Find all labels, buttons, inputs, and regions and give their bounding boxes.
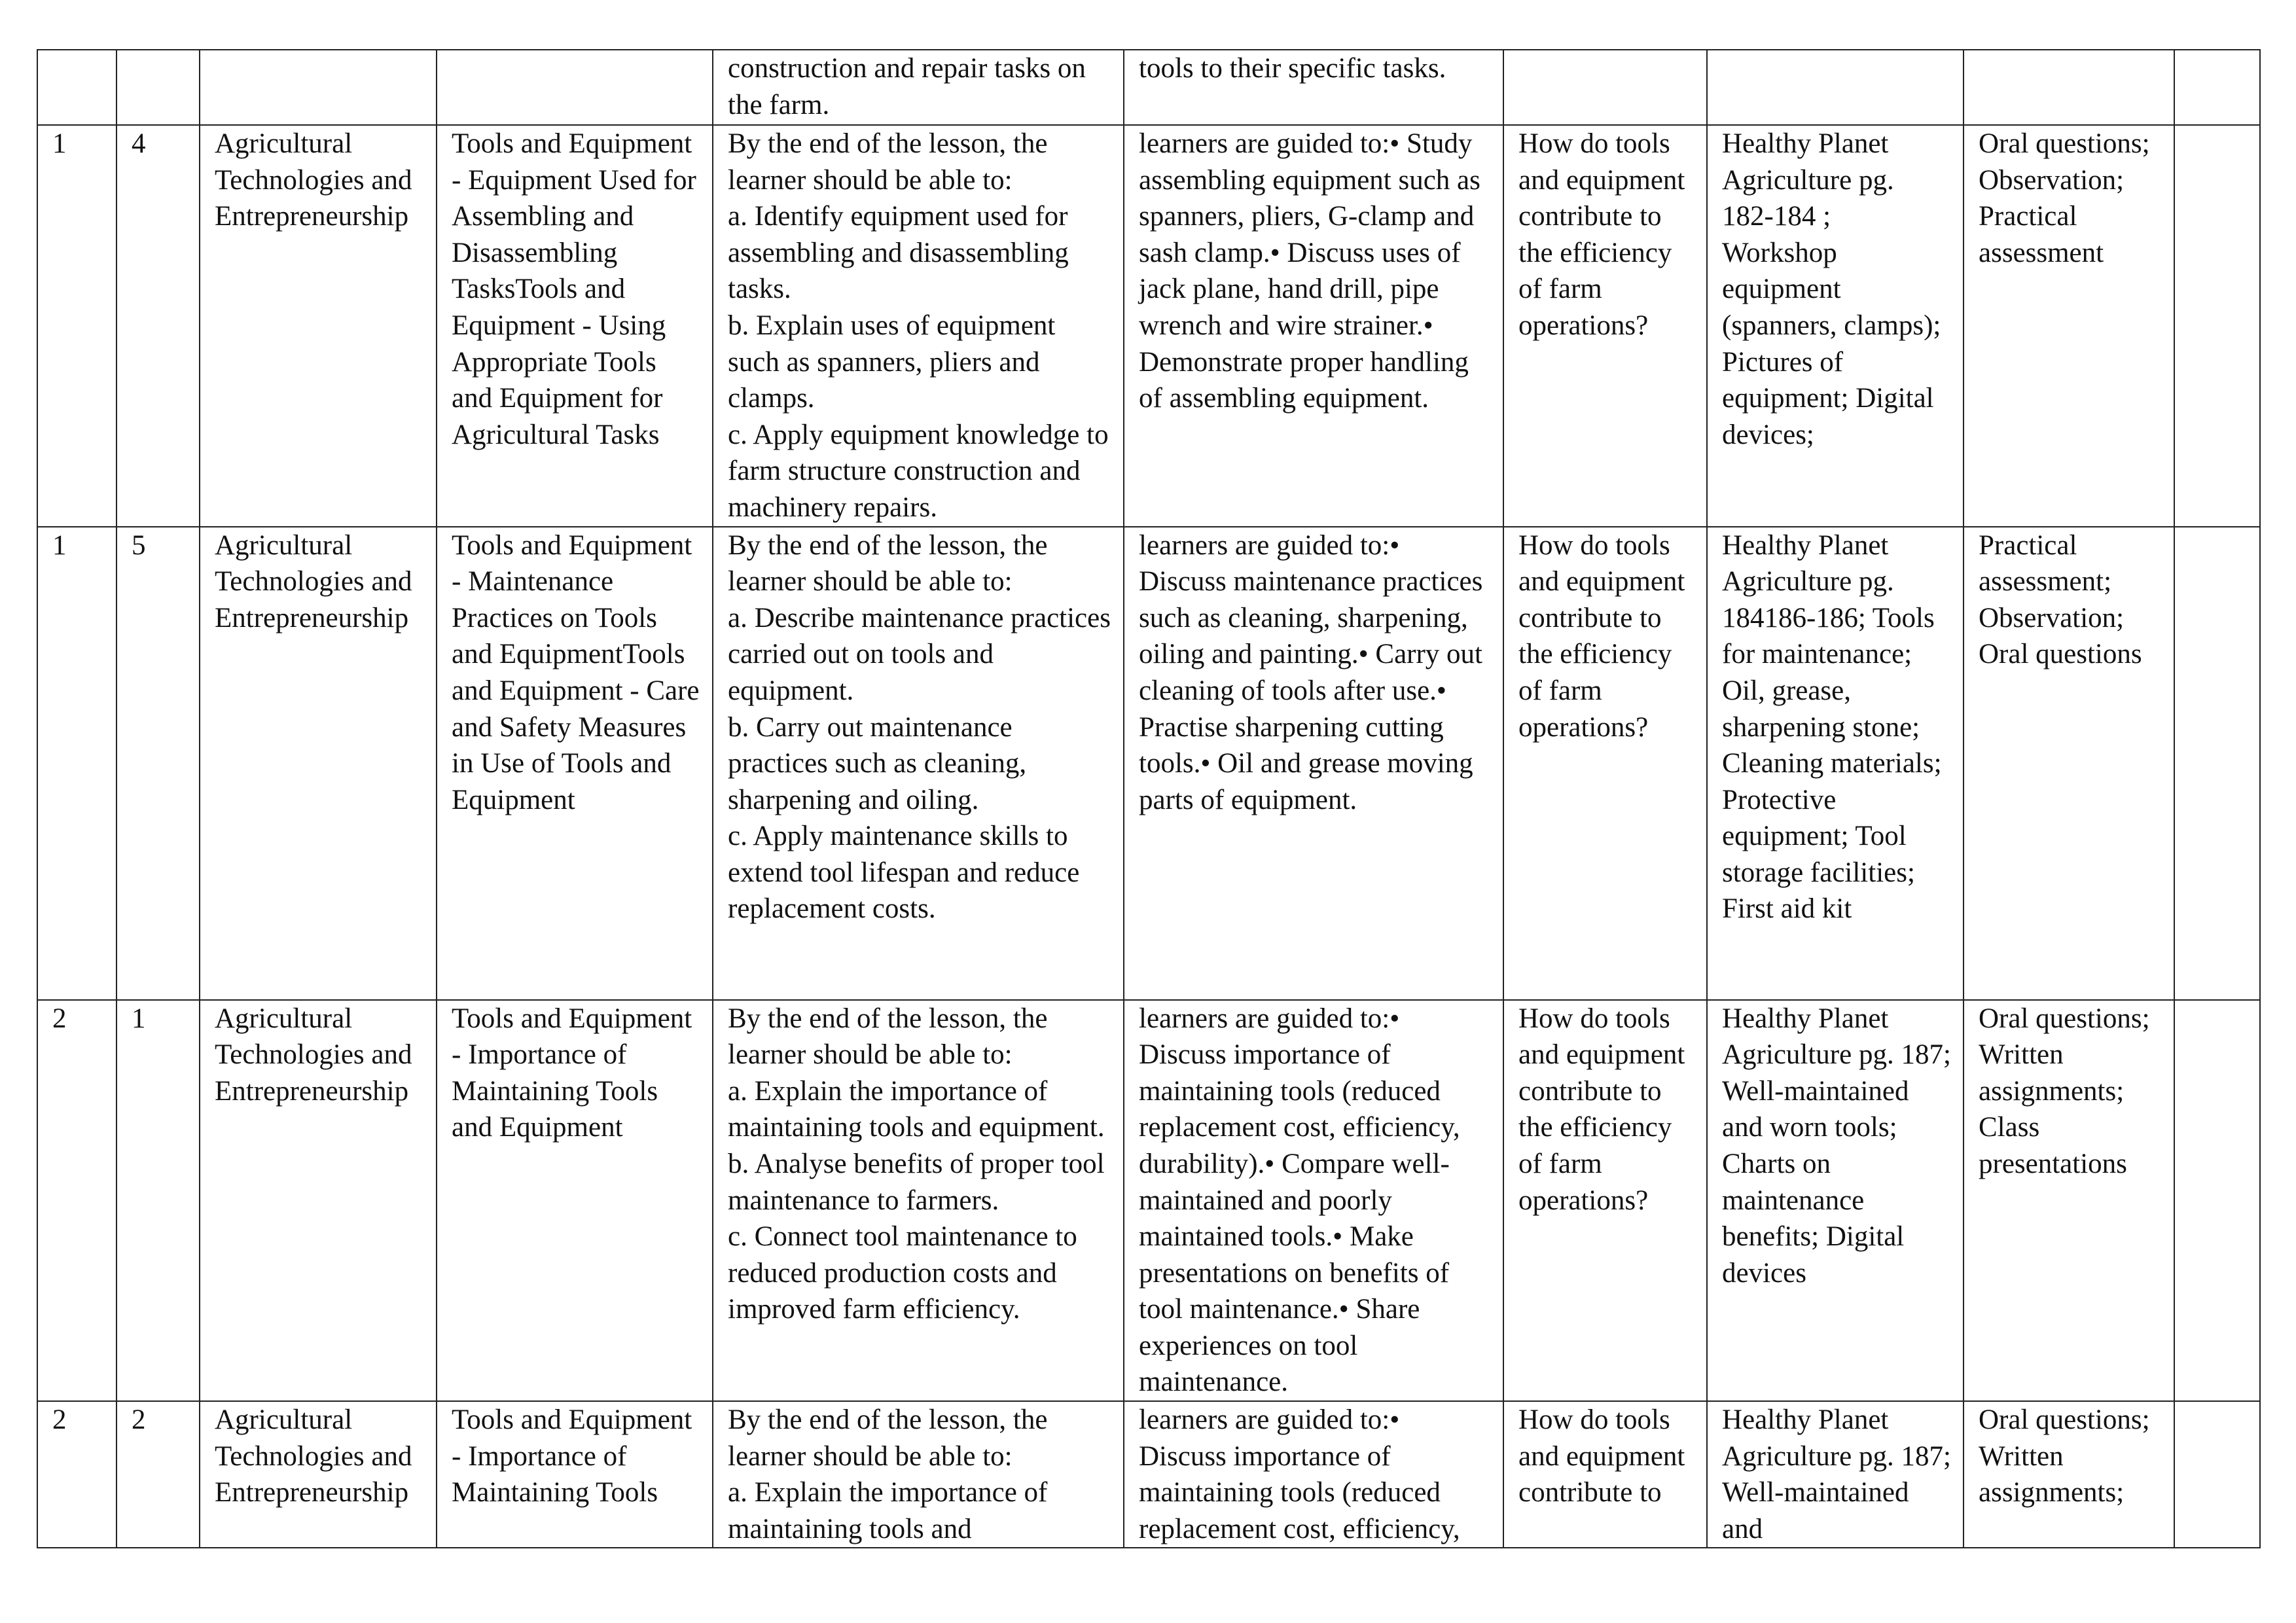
learning-experiences-cell	[1124, 125, 1503, 527]
cell-text-line: a. Explain the importance of maintaining tools and	[728, 1477, 1048, 1544]
cell-text-line: Healthy Planet Agriculture pg. 182-184 ; Workshop equipment (spanners, clamps); Pictures of equipment; Digital devices;	[1722, 128, 1941, 450]
cell-text: Agricultural Technologies and Entrepreneurship	[215, 1404, 412, 1508]
cell-text: 4	[132, 128, 146, 159]
week-cell	[37, 1401, 117, 1548]
cell-text: 2	[52, 1404, 67, 1436]
cell-text-line: b. Carry out maintenance practices such as cleaning, sharpening and oiling.	[728, 711, 1027, 815]
lesson-cell	[117, 50, 200, 125]
learning-experiences-cell	[1124, 1401, 1503, 1548]
cell-text: 1	[132, 1003, 146, 1034]
cell-text: How do tools and equipment contribute to	[1518, 1404, 1685, 1508]
sub-strand-cell	[437, 1401, 713, 1548]
cell-text: Agricultural Technologies and Entrepreneurship	[215, 529, 412, 633]
week-cell	[37, 50, 117, 125]
strand-cell	[200, 125, 437, 527]
table-row	[37, 1000, 2260, 1402]
cell-text-line: b. Analyse benefits of proper tool maintenance to farmers.	[728, 1148, 1105, 1216]
cell-text: How do tools and equipment contribute to the efficiency of farm operations?	[1518, 1003, 1685, 1216]
sub-strand-cell	[437, 1000, 713, 1402]
remarks-cell	[2174, 1401, 2260, 1548]
cell-text: Tools and Equipment - Maintenance Practices on Tools and EquipmentTools and Equipment - Care and Safety Measures in Use of Tools and Equipment	[452, 529, 700, 815]
cell-text: Agricultural Technologies and Entrepreneurship	[215, 128, 412, 232]
cell-text: 1	[52, 529, 67, 561]
key-inquiry-question-cell	[1503, 1000, 1707, 1402]
learning-resources-cell	[1707, 1401, 1964, 1548]
cell-text-line: Healthy Planet Agriculture pg. 187; Well-maintained and	[1722, 1404, 1951, 1544]
cell-text-line: a. Describe maintenance practices carried out on tools and equipment.	[728, 602, 1111, 706]
remarks-cell	[2174, 125, 2260, 527]
key-inquiry-question-cell	[1503, 125, 1707, 527]
week-cell	[37, 125, 117, 527]
key-inquiry-question-cell	[1503, 527, 1707, 1000]
table-row	[37, 50, 2260, 125]
sub-strand-cell	[437, 125, 713, 527]
cell-text-line: b. Explain uses of equipment such as spanners, pliers and clamps.	[728, 310, 1056, 414]
cell-text: Tools and Equipment - Equipment Used for Assembling and Disassembling TasksTools and Equipment - Using Appropriate Tools and Equipment for Agricultural Tasks	[452, 128, 696, 450]
learning-outcomes-cell	[713, 1000, 1124, 1402]
cell-text-line: a. Identify equipment used for assembling and disassembling tasks.	[728, 201, 1069, 305]
learning-outcomes-cell	[713, 50, 1124, 125]
cell-text-line: By the end of the lesson, the learner should be able to:	[728, 529, 1048, 597]
table-row	[37, 125, 2260, 527]
cell-text-line: Cleaning materials; Protective equipment; Tool storage facilities; First aid kit	[1722, 748, 1942, 925]
learning-resources-cell	[1707, 1000, 1964, 1402]
learning-experiences-cell	[1124, 50, 1503, 125]
learning-experiences-cell	[1124, 527, 1503, 1000]
cell-text-line: By the end of the lesson, the learner should be able to:	[728, 1404, 1048, 1472]
table-row	[37, 527, 2260, 1000]
assessment-methods-cell	[1964, 50, 2174, 125]
cell-text-line: learners are guided to:• Discuss maintenance practices such as cleaning, sharpening, oiling and painting.• Carry out cleaning of tools after use.• Practise sharpening cutting tools.• Oil and grease moving parts of equipment.	[1139, 529, 1483, 815]
cell-text: 1	[52, 128, 67, 159]
remarks-cell	[2174, 1000, 2260, 1402]
cell-text-line: Healthy Planet Agriculture pg. 184186-186; Tools for maintenance; Oil, grease, sharpening stone;	[1722, 529, 1935, 743]
cell-text: Tools and Equipment - Importance of Maintaining Tools	[452, 1404, 692, 1508]
strand-cell	[200, 1401, 437, 1548]
learning-experiences-cell	[1124, 1000, 1503, 1402]
learning-outcomes-cell	[713, 527, 1124, 1000]
scheme-of-work-table	[37, 49, 2261, 1548]
cell-text-line: Oral questions; Written assignments;	[1979, 1404, 2150, 1508]
cell-text-line: c. Connect tool maintenance to reduced production costs and improved farm efficiency.	[728, 1221, 1077, 1325]
learning-outcomes-cell	[713, 1401, 1124, 1548]
cell-text-line: c. Apply equipment knowledge to farm structure construction and machinery repairs.	[728, 419, 1109, 523]
remarks-cell	[2174, 527, 2260, 1000]
week-cell	[37, 1000, 117, 1402]
lesson-cell	[117, 527, 200, 1000]
cell-text-line: By the end of the lesson, the learner should be able to:	[728, 1003, 1048, 1071]
cell-text: Tools and Equipment - Importance of Maintaining Tools and Equipment	[452, 1003, 692, 1143]
learning-resources-cell	[1707, 50, 1964, 125]
cell-text-line: Healthy Planet Agriculture pg. 187; Well-maintained and worn tools; Charts on maintenance benefits; Digital devices	[1722, 1003, 1951, 1289]
cell-text-line: Oral questions; Written assignments; Class presentations	[1979, 1003, 2150, 1179]
lesson-cell	[117, 125, 200, 527]
assessment-methods-cell	[1964, 125, 2174, 527]
cell-text-line: Oral questions; Observation; Practical assessment	[1979, 128, 2150, 268]
learning-resources-cell	[1707, 527, 1964, 1000]
learning-resources-cell	[1707, 125, 1964, 527]
strand-cell	[200, 50, 437, 125]
cell-text-line: tools to their specific tasks.	[1139, 53, 1446, 84]
cell-text-line: Practical assessment; Observation; Oral questions	[1979, 529, 2142, 670]
cell-text-line: a. Explain the importance of maintaining tools and equipment.	[728, 1075, 1105, 1143]
cell-text: Agricultural Technologies and Entrepreneurship	[215, 1003, 412, 1107]
cell-text-line: c. Apply maintenance skills to extend tool lifespan and reduce replacement costs.	[728, 821, 1080, 925]
cell-text-line: learners are guided to:• Discuss importance of maintaining tools (reduced replacement cost, efficiency,	[1139, 1404, 1460, 1544]
cell-text: 2	[132, 1404, 146, 1436]
cell-text-line: learners are guided to:• Study assembling equipment such as spanners, pliers, G-clamp and sash clamp.• Discuss uses of jack plane, hand drill, pipe wrench and wire strainer.• Demonstrate proper handling of assembling equipment.	[1139, 128, 1480, 414]
assessment-methods-cell	[1964, 1401, 2174, 1548]
cell-text: How do tools and equipment contribute to the efficiency of farm operations?	[1518, 128, 1685, 341]
assessment-methods-cell	[1964, 1000, 2174, 1402]
assessment-methods-cell	[1964, 527, 2174, 1000]
cell-text: 5	[132, 529, 146, 561]
cell-text-line: learners are guided to:• Discuss importance of maintaining tools (reduced replacement cost, efficiency, durability).• Compare well-maintained and poorly maintained tools.• Make presentations on benefits of tool maintenance.• Share experiences on tool maintenance.	[1139, 1003, 1460, 1398]
sub-strand-cell	[437, 50, 713, 125]
sub-strand-cell	[437, 527, 713, 1000]
cell-text: How do tools and equipment contribute to the efficiency of farm operations?	[1518, 529, 1685, 743]
strand-cell	[200, 1000, 437, 1402]
cell-text-line: By the end of the lesson, the learner should be able to:	[728, 128, 1048, 196]
learning-outcomes-cell	[713, 125, 1124, 527]
key-inquiry-question-cell	[1503, 1401, 1707, 1548]
lesson-cell	[117, 1000, 200, 1402]
cell-text: 2	[52, 1003, 67, 1034]
week-cell	[37, 527, 117, 1000]
strand-cell	[200, 527, 437, 1000]
table-row	[37, 1401, 2260, 1548]
key-inquiry-question-cell	[1503, 50, 1707, 125]
remarks-cell	[2174, 50, 2260, 125]
cell-text-line: construction and repair tasks on the farm.	[728, 53, 1086, 120]
lesson-cell	[117, 1401, 200, 1548]
